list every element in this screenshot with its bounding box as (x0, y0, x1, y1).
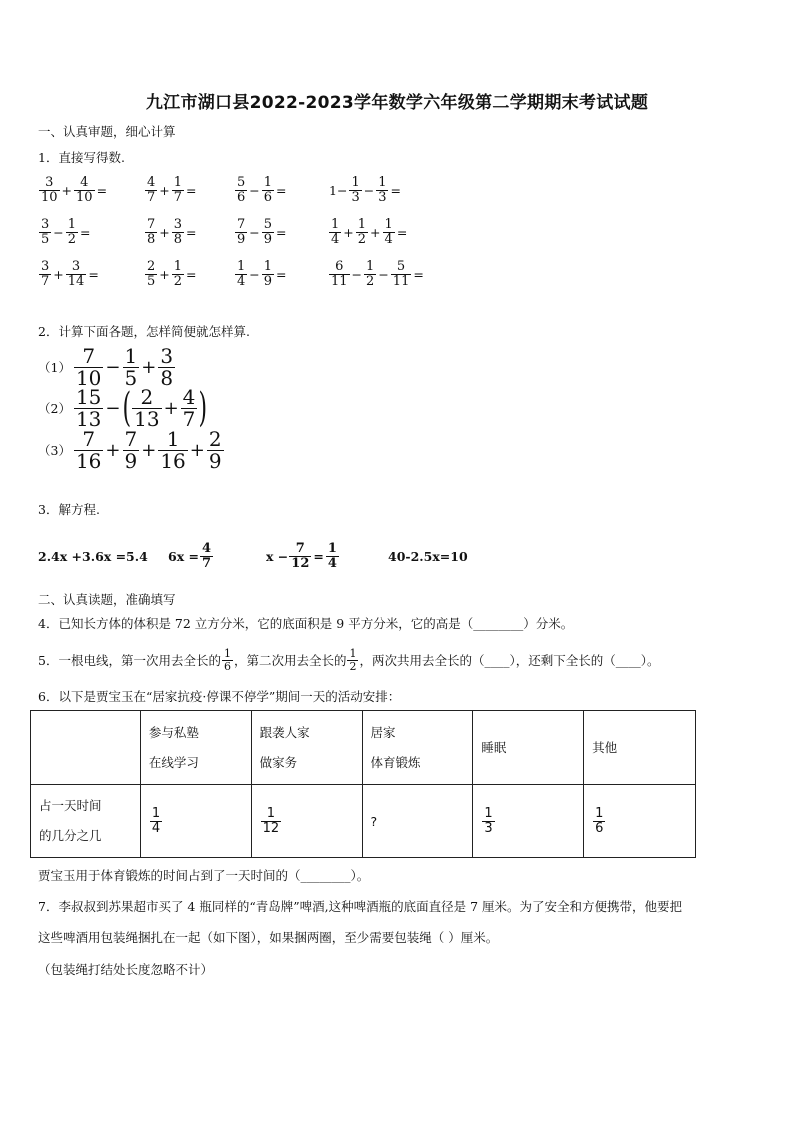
denominator: 14 (67, 273, 85, 289)
calc-item (144, 212, 198, 252)
denominator: 4 (331, 231, 340, 247)
denominator: 7 (41, 273, 50, 289)
operator: = (413, 266, 424, 282)
equation-3: x − $\frac{7}{12}$ = $\frac{1}{4}$ (266, 540, 337, 571)
denominator: 10 (75, 365, 102, 390)
denominator: 3 (351, 189, 360, 205)
calc-item (234, 170, 288, 210)
fraction (391, 260, 412, 288)
numerator: 2 (147, 258, 156, 274)
fraction (74, 384, 103, 431)
denominator: 7 (147, 189, 156, 205)
denominator: 8 (147, 231, 156, 247)
operator: = (276, 224, 287, 240)
calc-item (38, 212, 92, 252)
denominator: 5 (147, 273, 156, 289)
denominator: 6 (263, 189, 273, 205)
fraction (329, 260, 350, 288)
fraction (235, 176, 247, 204)
operator: = (390, 182, 401, 198)
fraction (74, 343, 103, 390)
numerator: 1 (173, 258, 183, 274)
numerator: 1 (357, 216, 367, 232)
fraction (376, 176, 388, 204)
value-cell (473, 785, 584, 858)
denominator: 12 (262, 820, 280, 836)
numerator: 1 (331, 216, 340, 232)
header-line-1: 参与私塾 (148, 724, 199, 740)
denominator: 2 (357, 231, 367, 247)
fraction (158, 426, 187, 473)
value-cell (140, 785, 251, 858)
operator: − (378, 266, 389, 282)
operator: + (189, 439, 205, 461)
numerator: 1 (124, 343, 138, 368)
denominator: 9 (208, 448, 222, 473)
denominator: 4 (384, 231, 393, 247)
denominator: 13 (134, 406, 160, 431)
operator: + (343, 224, 354, 240)
operator: − (105, 356, 121, 378)
activity-schedule-table (30, 710, 696, 858)
fraction (262, 176, 274, 204)
parenthesis: ) (198, 385, 208, 431)
denominator: 4 (151, 820, 161, 836)
fraction (235, 218, 247, 246)
denominator: 6 (595, 820, 604, 836)
denominator: 2 (173, 273, 183, 289)
equation-4: 40-2.5x=10 (388, 548, 468, 564)
denominator: 16 (75, 448, 102, 473)
fraction (482, 807, 494, 835)
fraction (39, 176, 60, 204)
table-header-row (31, 711, 696, 785)
question-7-note: （包装绳打结处长度忽略不计） (38, 962, 214, 977)
denominator: 5 (41, 231, 50, 247)
fraction (181, 384, 198, 431)
numerator: 1 (263, 258, 273, 274)
numerator: 1 (266, 805, 276, 821)
calc-item (144, 254, 198, 294)
numerator: 1 (366, 258, 375, 274)
header-line-2: 体育锻炼 (370, 754, 421, 770)
operator: + (159, 182, 170, 198)
calc-item (38, 254, 100, 294)
denominator: 13 (75, 406, 102, 431)
header-cell (473, 711, 584, 785)
numerator: 5 (237, 174, 246, 190)
denominator: 10 (76, 189, 93, 205)
fraction (145, 218, 157, 246)
numerator: 4 (80, 174, 89, 190)
numerator: 1 (166, 426, 180, 451)
header-line-2: 在线学习 (148, 754, 199, 770)
denominator: 3 (378, 189, 387, 205)
expression-item (38, 386, 208, 430)
value-cell (251, 785, 362, 858)
numerator: 3 (71, 258, 81, 274)
operator: = (80, 224, 91, 240)
denominator: 3 (484, 820, 493, 836)
page-title: 九江市湖口县2022-2023学年数学六年级第二学期期末考试试题 (145, 93, 649, 113)
operator: = (186, 182, 197, 198)
q3-label: 3．解方程. (38, 502, 100, 517)
operator: + (141, 356, 157, 378)
operator: + (141, 439, 157, 461)
operator: = (396, 224, 408, 240)
q1-label: 1．直接写得数. (38, 150, 125, 165)
operator: + (370, 224, 381, 240)
question-7-line1: 7．李叔叔到苏果超市买了 4 瓶同样的“青岛牌”啤酒,这种啤酒瓶的底面直径是 7 厘米。为了安全和方便携带，他要把 (38, 899, 683, 914)
header-line-1: 跟袭人家 (259, 724, 310, 740)
operator: + (163, 397, 179, 419)
operator: + (105, 439, 121, 461)
fraction (150, 807, 162, 835)
operator: = (96, 182, 108, 198)
header-line-1: 居家 (370, 724, 396, 740)
fraction (593, 807, 605, 835)
calc-item (328, 170, 402, 210)
fraction (66, 218, 78, 246)
operator: = (88, 266, 99, 282)
fraction (262, 218, 274, 246)
numerator: 1 (151, 805, 161, 821)
value-cell (584, 785, 696, 858)
fraction (66, 260, 87, 288)
operator: = (276, 182, 287, 198)
header-cell (362, 711, 473, 785)
parenthesis: ( (122, 385, 131, 431)
numerator: 1 (351, 174, 360, 190)
denominator: 4 (237, 273, 246, 289)
question-6-label: 6．以下是贾宝玉在“居家抗疫·停课不停学”期间一天的活动安排： (38, 689, 401, 704)
item-number: （1） (38, 360, 71, 375)
numerator: 7 (124, 426, 138, 451)
calc-item (234, 254, 288, 294)
operator: 1− (329, 182, 348, 198)
operator: − (249, 266, 260, 282)
header-line-1: 睡眠 (481, 739, 507, 755)
numerator: 5 (396, 258, 406, 274)
row-label-line-1: 占一天时间 (39, 798, 102, 813)
numerator: 7 (237, 216, 246, 232)
operator: + (159, 266, 170, 282)
numerator: 3 (45, 174, 54, 190)
numerator: 3 (41, 216, 50, 232)
numerator: 4 (147, 174, 156, 190)
numerator: 1 (384, 216, 393, 232)
section1-heading: 一、认真审题，细心计算 (38, 124, 176, 139)
header-cell (140, 711, 251, 785)
fraction (145, 176, 157, 204)
denominator: 7 (182, 406, 196, 431)
denominator: 6 (237, 189, 246, 205)
numerator: 3 (41, 258, 50, 274)
operator: − (249, 182, 260, 198)
fraction (329, 218, 341, 246)
row-label-line-2: 的几分之几 (39, 828, 102, 843)
fraction (123, 343, 140, 390)
numerator: 2 (208, 426, 222, 451)
fraction (172, 176, 184, 204)
numerator: 3 (160, 343, 174, 368)
fraction (123, 426, 140, 473)
denominator: 10 (41, 189, 58, 205)
numerator: 6 (335, 258, 344, 274)
calc-item (328, 254, 425, 294)
unknown-mark: ? (370, 813, 378, 829)
fraction (383, 218, 395, 246)
denominator: 9 (263, 231, 273, 247)
row-label-cell (31, 785, 141, 858)
fraction (172, 260, 184, 288)
question-4: 4．已知长方体的体积是 72 立方分米，它的底面积是 9 平方分米，它的高是（________）分米。 (38, 616, 574, 631)
fraction (74, 426, 103, 473)
equation-1: 2.4x +3.6x =5.4 (38, 548, 148, 564)
operator: − (351, 266, 363, 282)
calc-item (38, 170, 108, 210)
calc-item (144, 170, 198, 210)
fraction (364, 260, 376, 288)
header-line-2: 做家务 (259, 754, 298, 770)
fraction (74, 176, 95, 204)
numerator: 7 (82, 426, 96, 451)
fraction (262, 260, 274, 288)
denominator: 8 (160, 365, 174, 390)
item-number: （2） (38, 401, 71, 416)
numerator: 3 (173, 216, 183, 232)
value-cell (362, 785, 473, 858)
denominator: 9 (263, 273, 273, 289)
calc-item (328, 212, 408, 252)
q2-label: 2．计算下面各题，怎样简便就怎样算. (38, 324, 250, 339)
denominator: 16 (160, 448, 186, 473)
calc-item (234, 212, 288, 252)
denominator: 5 (124, 365, 138, 390)
table-row (31, 785, 696, 858)
denominator: 7 (173, 189, 183, 205)
fraction (145, 260, 157, 288)
numerator: 7 (82, 343, 96, 368)
operator: − (53, 224, 64, 240)
fraction (207, 426, 224, 473)
operator: = (186, 224, 197, 240)
fraction (39, 260, 51, 288)
item-number: （3） (38, 443, 71, 458)
denominator: 9 (124, 448, 138, 473)
denominator: 8 (173, 231, 183, 247)
operator: + (61, 182, 73, 198)
fraction (39, 218, 51, 246)
operator: − (363, 182, 375, 198)
numerator: 1 (263, 174, 273, 190)
operator: − (249, 224, 260, 240)
numerator: 7 (147, 216, 156, 232)
header-cell (584, 711, 696, 785)
numerator: 2 (140, 384, 154, 409)
header-line-1: 其他 (592, 739, 618, 755)
denominator: 11 (392, 273, 410, 289)
numerator: 1 (484, 805, 493, 821)
denominator: 2 (67, 231, 77, 247)
operator: + (159, 224, 170, 240)
header-cell (251, 711, 362, 785)
numerator: 1 (173, 174, 183, 190)
numerator: 1 (595, 805, 604, 821)
numerator: 4 (182, 384, 196, 409)
operator: = (186, 266, 197, 282)
fraction (158, 343, 175, 390)
denominator: 11 (331, 273, 348, 289)
section2-heading: 二、认真读题，准确填写 (38, 592, 176, 607)
fraction (132, 384, 161, 431)
fraction (172, 218, 184, 246)
equation-2: 6x = $\frac{4}{7}$ (168, 540, 212, 571)
numerator: 1 (378, 174, 387, 190)
numerator: 1 (237, 258, 246, 274)
denominator: 2 (366, 273, 375, 289)
question-5: 5．一根电线，第一次用去全长的 $\frac{1}{6}$ ，第二次用去全长的 $\frac{1}{2}$ ，两次共用去全长的（____），还剩下全长的（____）。 (38, 646, 660, 673)
question-6-followup: 贾宝玉用于体育锻炼的时间占到了一天时间的（________）。 (38, 868, 370, 883)
denominator: 9 (237, 231, 246, 247)
expression-item (38, 428, 225, 472)
operator: = (276, 266, 287, 282)
question-7-line2: 这些啤酒用包装绳捆扎在一起（如下图），如果捆两圈，至少需要包装绳（ ）厘米。 (38, 930, 499, 945)
fraction (235, 260, 247, 288)
fraction (356, 218, 368, 246)
header-cell (31, 711, 141, 785)
operator: − (105, 397, 121, 419)
fraction (349, 176, 361, 204)
numerator: 5 (263, 216, 273, 232)
numerator: 1 (67, 216, 77, 232)
operator: + (53, 266, 64, 282)
fraction (261, 807, 282, 835)
numerator: 15 (75, 384, 102, 409)
expression-item (38, 345, 176, 389)
